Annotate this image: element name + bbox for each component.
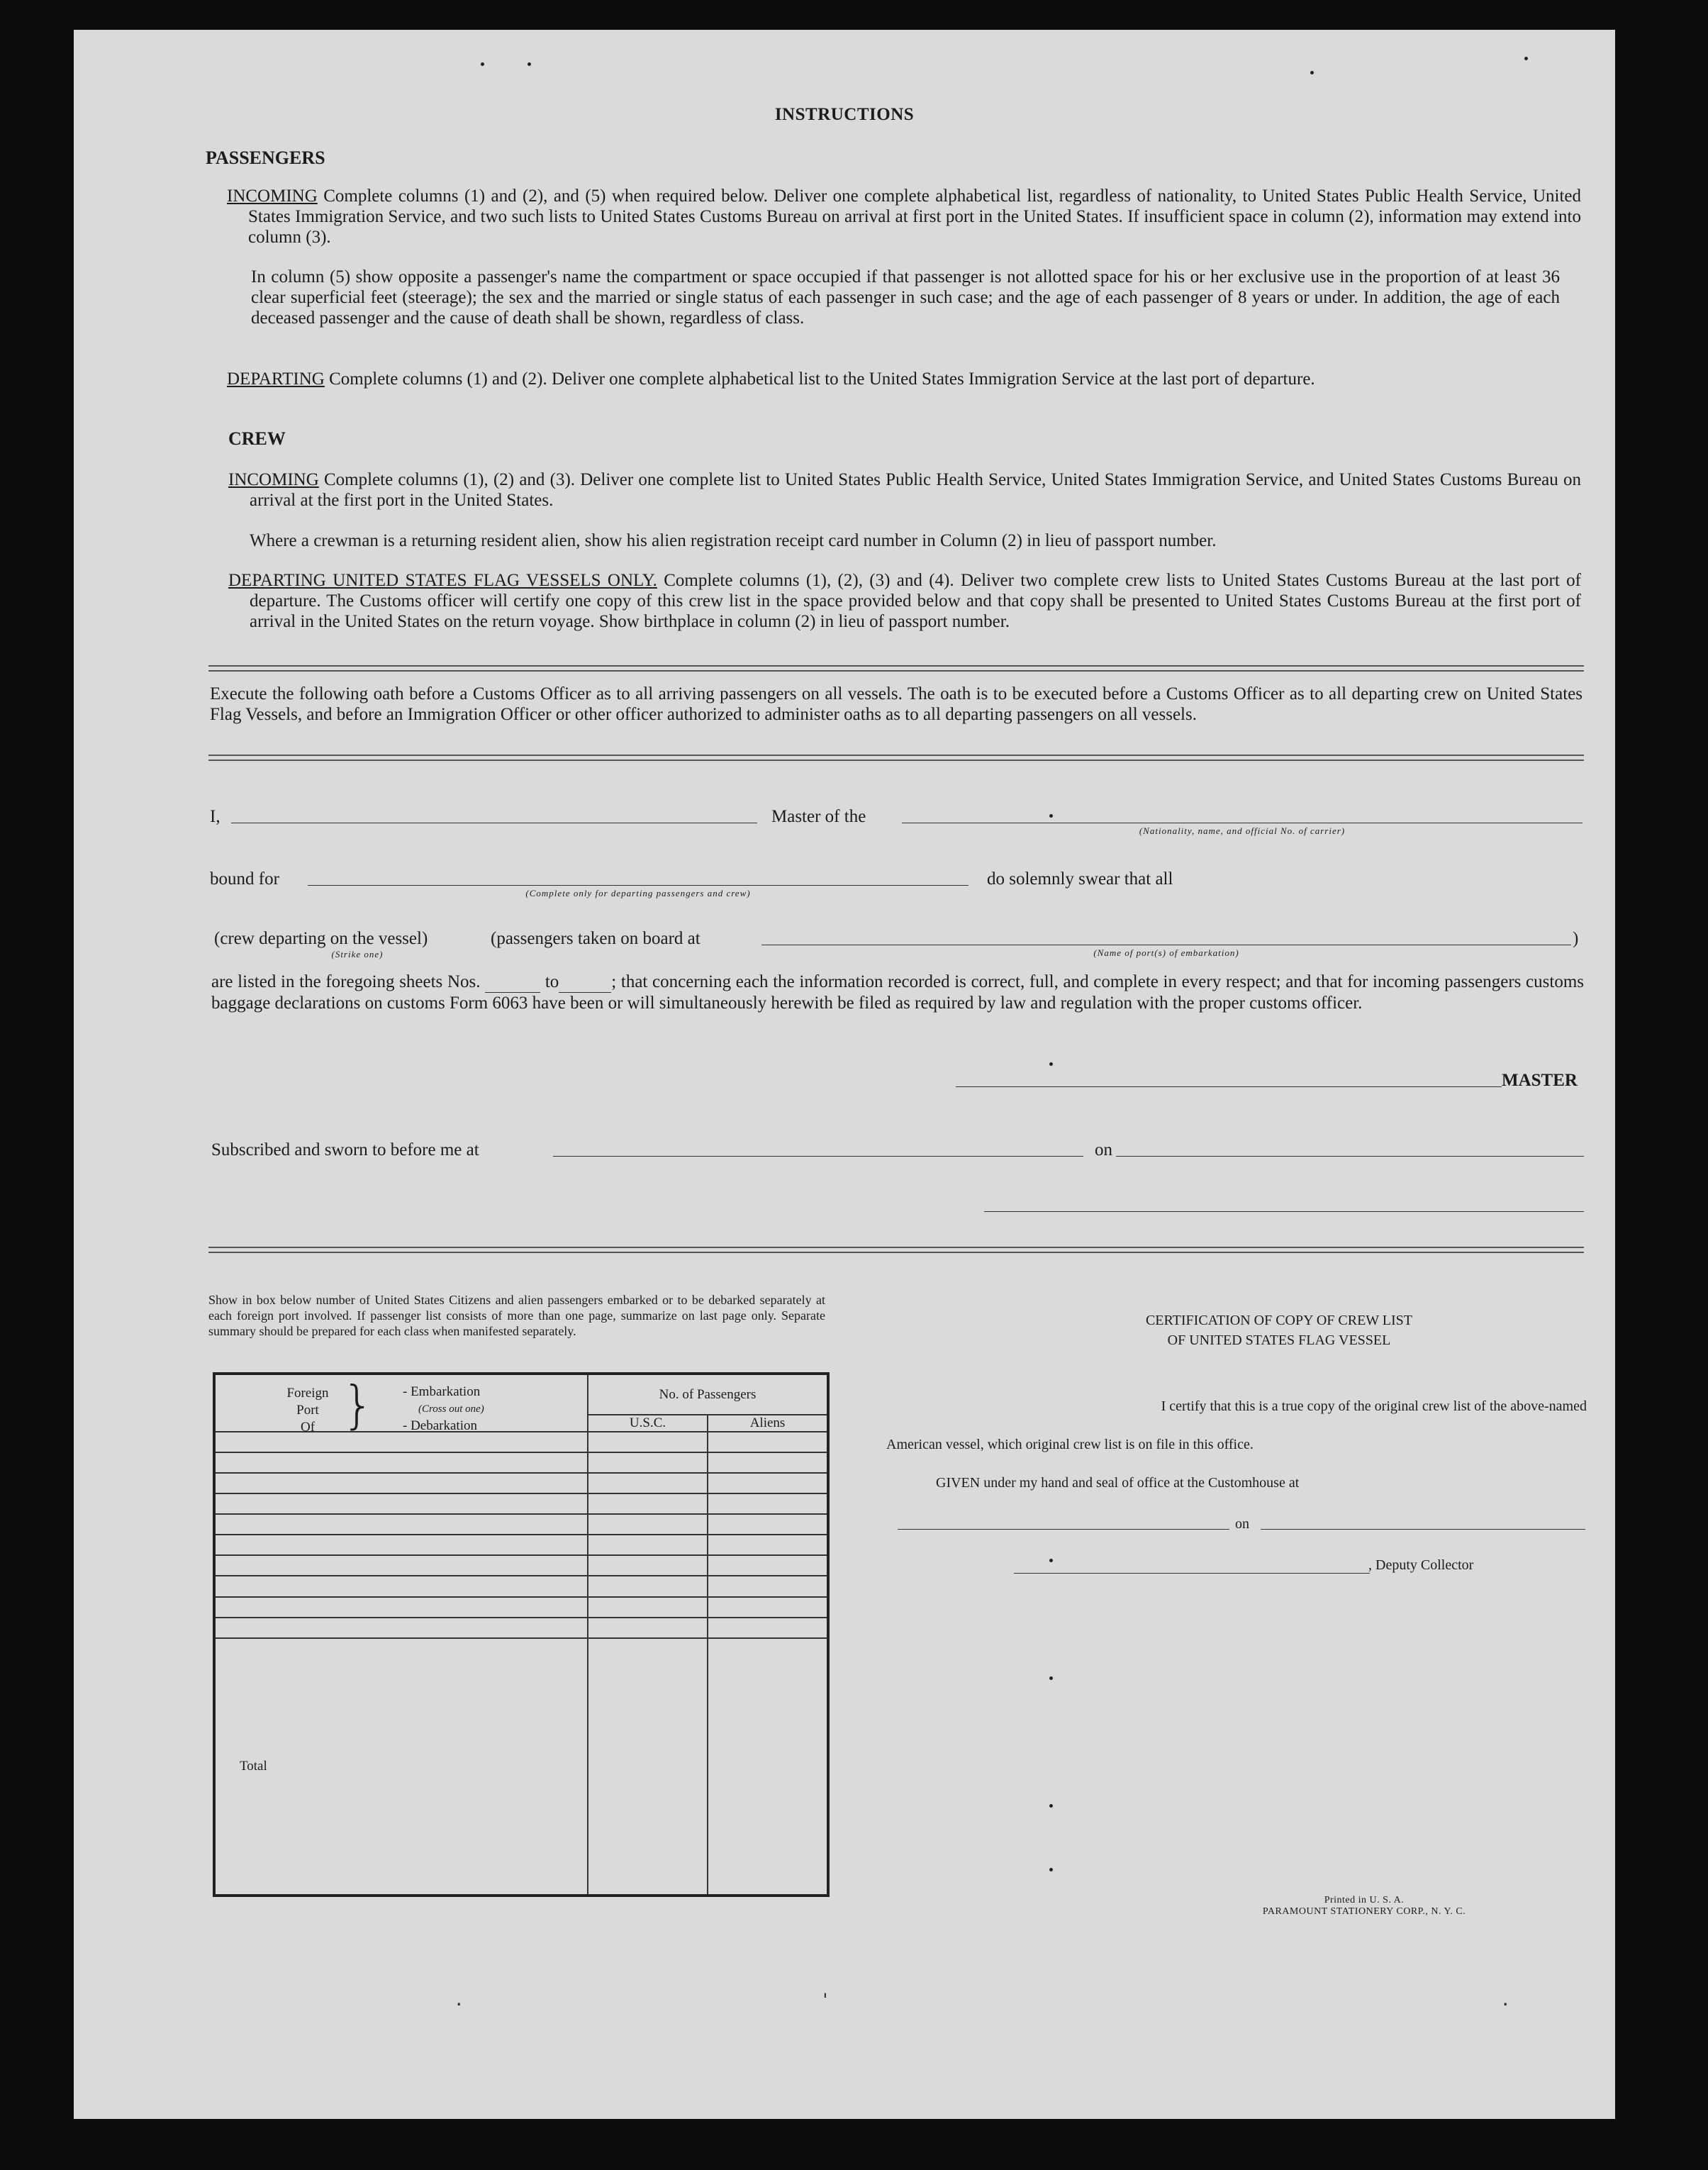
aliens-cell[interactable] — [708, 1473, 828, 1493]
aliens-cell[interactable] — [708, 1618, 828, 1638]
oath-i-label: I, — [210, 807, 221, 826]
passenger-summary-table — [213, 1372, 830, 1897]
bleed-through-mark: . ' . — [454, 1990, 1514, 2010]
usc-cell[interactable] — [588, 1618, 708, 1638]
table-row — [214, 1473, 828, 1493]
certification-heading-line2: OF UNITED STATES FLAG VESSEL — [1167, 1332, 1391, 1348]
certification-date-field[interactable] — [1261, 1529, 1585, 1530]
no-of-passengers-header: No. of Passengers — [588, 1374, 828, 1415]
scan-speck — [1049, 1868, 1053, 1871]
crew-incoming-label: INCOMING — [228, 470, 319, 489]
aliens-cell[interactable] — [708, 1432, 828, 1452]
certification-heading — [960, 1311, 1598, 1350]
aliens-cell[interactable] — [708, 1597, 828, 1618]
scan-speck — [528, 62, 531, 66]
divider — [208, 665, 1584, 672]
crew-heading: CREW — [228, 428, 286, 449]
usc-header: U.S.C. — [588, 1415, 708, 1432]
passengers-incoming-label: INCOMING — [227, 187, 318, 206]
bound-for-label: bound for — [210, 869, 279, 889]
sworn-date-field[interactable] — [1116, 1156, 1584, 1157]
scan-speck — [1310, 71, 1314, 74]
port-label: Port — [296, 1403, 319, 1418]
certify-line1: I certify that this is a true copy of the original crew list of the above-named — [1161, 1398, 1587, 1414]
table-row — [214, 1597, 828, 1618]
sheets-post-text: ; that concerning each the information recorded is correct, full, and complete in every respect; and that for incoming passengers customs baggage declarations on customs Form 6063 have been or will simultaneously herewith be filed as required by law and regulation with the proper customs officer. — [211, 972, 1584, 1013]
crew-departing-label: DEPARTING UNITED STATES FLAG VESSELS ONLY. — [228, 571, 657, 590]
crew-incoming-text: Complete columns (1), (2) and (3). Deliver one complete list to United States Public Health Service, United States Immigration Service, and United States Customs Bureau on arrival at the first port in the United States. — [250, 470, 1581, 510]
sworn-location-field[interactable] — [553, 1156, 1083, 1157]
sheets-from-field[interactable] — [485, 972, 540, 993]
crew-incoming-paragraph — [228, 469, 1581, 511]
of-label: Of — [300, 1420, 316, 1435]
port-header-cell — [214, 1374, 588, 1435]
table-row — [214, 1535, 828, 1555]
sworn-on-label: on — [1095, 1140, 1112, 1159]
divider — [208, 755, 1584, 761]
deputy-collector-label: , Deputy Collector — [1368, 1557, 1474, 1573]
page-title: INSTRUCTIONS — [774, 105, 915, 124]
passengers-incoming-text: Complete columns (1) and (2), and (5) when required below. Deliver one complete alphabetical list, regardless of nationality, to United States Public Health Service, United States Immigration Service, and two such lists to United States Customs Bureau on arrival at first port in the United States. If insufficient space in column (2), information may extend into column (3). — [248, 187, 1582, 247]
sheets-to-label: to — [545, 972, 559, 991]
subscribed-label: Subscribed and sworn to before me at — [211, 1140, 479, 1159]
certification-on-label: on — [1235, 1516, 1249, 1532]
table-row — [214, 1618, 828, 1638]
scan-speck — [1049, 1804, 1053, 1808]
passengers-departing-label: DEPARTING — [227, 369, 325, 389]
sheets-pre-text: are listed in the foregoing sheets Nos. — [211, 972, 481, 991]
crew-departing-option: (crew departing on the vessel) — [214, 929, 428, 948]
cross-out-note: (Cross out one) — [418, 1403, 484, 1415]
debarkation-option: - Debarkation — [403, 1418, 477, 1433]
given-text: GIVEN under my hand and seal of office at the Customhouse at — [936, 1475, 1300, 1491]
scan-speck — [1524, 57, 1528, 60]
usc-cell[interactable] — [588, 1514, 708, 1535]
passengers-column5-paragraph: In column (5) show opposite a passenger's name the compartment or space occupied if that passenger is not allotted space for his or her exclusive use in the proportion of at least 36 clear superficial feet (steerage); the sex and the married or single status of each passenger in such case; and the age of each passenger of 8 years or under. In addition, the age of each deceased passenger and the cause of death shall be shown, regardless of class. — [251, 267, 1560, 328]
port-cell[interactable] — [214, 1597, 588, 1618]
form-page — [74, 30, 1615, 2119]
table-row — [214, 1452, 828, 1473]
strike-one-caption: (Strike one) — [331, 949, 384, 959]
port-cell[interactable] — [214, 1493, 588, 1514]
scan-speck — [481, 62, 484, 66]
aliens-cell[interactable] — [708, 1514, 828, 1535]
aliens-cell[interactable] — [708, 1535, 828, 1555]
swear-text: do solemnly swear that all — [987, 869, 1173, 889]
summary-instructions: Show in box below number of United States Citizens and alien passengers embarked or to be debarked separately at each foreign port involved. If passenger list consists of more than one page, summarize on last page only. Separate summary should be prepared for each class when manifested separately. — [208, 1293, 825, 1338]
bound-for-caption: (Complete only for departing passengers and crew) — [525, 888, 751, 898]
crew-departing-text: Complete columns (1), (2), (3) and (4). Deliver two complete crew lists to United States Customs Bureau at the last port of departure. The Customs officer will certify one copy of this crew list in the space provided below and that copy shall be presented to United States Customs Bureau at the first port of arrival in the United States on the return voyage. Show birthplace in column (2) in lieu of passport number. — [250, 571, 1581, 631]
scan-speck — [1049, 814, 1053, 818]
usc-cell[interactable] — [588, 1493, 708, 1514]
port-cell[interactable] — [214, 1576, 588, 1596]
brace-icon: } — [342, 1375, 374, 1435]
passengers-departing-paragraph — [227, 369, 1581, 389]
embarkation-option: - Embarkation — [403, 1384, 481, 1399]
usc-cell[interactable] — [588, 1452, 708, 1473]
scan-speck — [1049, 1062, 1053, 1066]
aliens-total-cell[interactable] — [708, 1638, 828, 1896]
table-row — [214, 1493, 828, 1514]
aliens-header: Aliens — [708, 1415, 828, 1432]
passengers-taken-option: (passengers taken on board at — [491, 929, 700, 948]
certification-heading-line1: CERTIFICATION OF COPY OF CREW LIST — [1145, 1313, 1413, 1328]
foreign-label: Foreign — [286, 1386, 329, 1401]
port-cell[interactable] — [214, 1473, 588, 1493]
customhouse-field[interactable] — [898, 1529, 1229, 1530]
usc-cell[interactable] — [588, 1432, 708, 1452]
aliens-cell[interactable] — [708, 1555, 828, 1576]
aliens-cell[interactable] — [708, 1452, 828, 1473]
passengers-heading: PASSENGERS — [206, 148, 325, 168]
master-of-the-label: Master of the — [771, 807, 866, 826]
port-cell[interactable] — [214, 1555, 588, 1576]
table-row — [214, 1514, 828, 1535]
aliens-cell[interactable] — [708, 1576, 828, 1596]
printed-in-usa: Printed in U. S. A. — [1324, 1895, 1405, 1905]
usc-cell[interactable] — [588, 1473, 708, 1493]
embark-debark-choice — [403, 1384, 484, 1435]
foreign-port-of-label — [279, 1385, 336, 1436]
printer-name: PARAMOUNT STATIONERY CORP., N. Y. C. — [1262, 1906, 1466, 1917]
carrier-caption: (Nationality, name, and official No. of carrier) — [1139, 825, 1346, 836]
port-cell[interactable] — [214, 1535, 588, 1555]
master-signature-label: MASTER — [1502, 1071, 1578, 1090]
sheets-to-field[interactable] — [559, 972, 611, 993]
officer-signature-field[interactable] — [984, 1211, 1584, 1212]
total-row — [214, 1638, 828, 1896]
deputy-collector-signature-field[interactable] — [1014, 1573, 1370, 1574]
oath-instructions: Execute the following oath before a Customs Officer as to all arriving passengers on all vessels. The oath is to be executed before a Customs Officer as to all departing crew on United States Flag Vessels, and before an Immigration Officer or other officer authorized to administer oaths as to all departing passengers on all vessels. — [210, 684, 1583, 724]
usc-cell[interactable] — [588, 1555, 708, 1576]
table-row — [214, 1576, 828, 1596]
port-cell[interactable] — [214, 1618, 588, 1638]
close-paren: ) — [1573, 929, 1579, 948]
crew-departing-paragraph — [228, 570, 1581, 632]
crew-resident-paragraph: Where a crewman is a returning resident alien, show his alien registration receipt card number in Column (2) in lieu of passport number. — [250, 531, 1217, 550]
table-row — [214, 1555, 828, 1576]
port-cell[interactable] — [214, 1514, 588, 1535]
port-cell[interactable] — [214, 1432, 588, 1452]
port-cell[interactable] — [214, 1452, 588, 1473]
sheets-statement — [211, 972, 1584, 1013]
divider — [208, 1247, 1584, 1253]
usc-cell[interactable] — [588, 1597, 708, 1618]
scan-speck — [1049, 1559, 1053, 1562]
passengers-departing-text: Complete columns (1) and (2). Deliver one complete alphabetical list to the United States Immigration Service at the last port of departure. — [329, 369, 1315, 389]
bound-for-field[interactable] — [308, 885, 969, 886]
usc-cell[interactable] — [588, 1576, 708, 1596]
certify-line2: American vessel, which original crew list is on file in this office. — [886, 1437, 1254, 1452]
scan-speck — [1049, 1676, 1053, 1680]
ports-caption: (Name of port(s) of embarkation) — [1093, 947, 1239, 958]
passengers-incoming-paragraph — [227, 186, 1581, 247]
printer-imprint — [1187, 1895, 1541, 1918]
usc-total-cell[interactable] — [588, 1638, 708, 1896]
aliens-cell[interactable] — [708, 1493, 828, 1514]
total-label: Total — [214, 1638, 588, 1896]
usc-cell[interactable] — [588, 1535, 708, 1555]
master-signature-field[interactable] — [956, 1086, 1502, 1087]
